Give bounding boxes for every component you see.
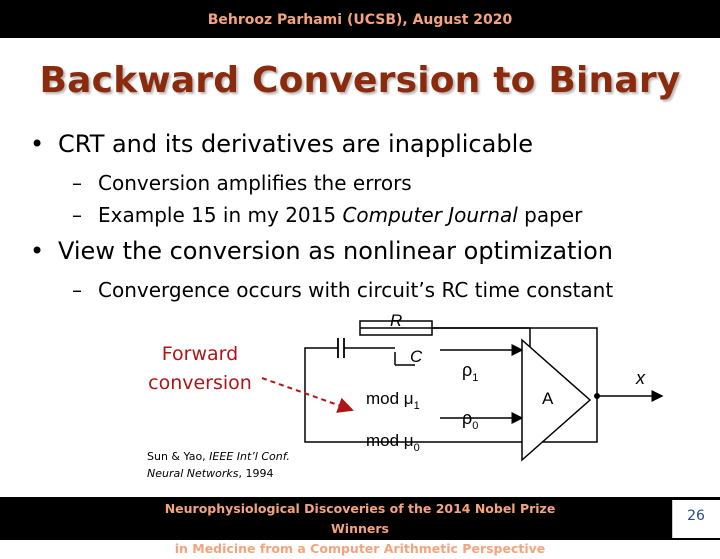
output-label: x [636, 368, 645, 388]
mod1-label: mod $\mu_1$ [366, 389, 420, 412]
bullet-2-text: View the conversion as nonlinear optimization [58, 237, 613, 265]
forward-line-1: Forward [161, 343, 239, 365]
mod0-label: mod $\mu_0$ [366, 431, 420, 454]
sub-bullet-1-2-pre: Example 15 in my 2015 [98, 203, 343, 227]
sub-bullet-1-2 [72, 203, 582, 227]
bullet-marker: • [30, 130, 45, 158]
sub-bullet-marker: – [72, 203, 82, 227]
sub-bullet-2-1-text: Convergence occurs with circuit’s RC time constant [98, 278, 614, 302]
footer-text [140, 499, 580, 559]
rho1-label: $\rho_1$ [462, 360, 479, 384]
amplifier-label: A [542, 389, 554, 408]
journal-name: Computer Journal [342, 203, 518, 227]
forward-conversion-arrow [262, 378, 352, 410]
sub-bullet-2-1 [72, 278, 613, 302]
bullet-1 [30, 130, 533, 158]
sub-bullet-1-2-post: paper [517, 203, 583, 227]
resistor-label: R [390, 311, 403, 330]
header-bar [0, 0, 720, 38]
page-number: 26 [687, 508, 705, 524]
forward-line-2: conversion [148, 372, 252, 394]
rc-circuit-diagram [0, 300, 720, 500]
footer-line-1: Neurophysiological Discoveries of the 2014 Nobel Prize Winners [164, 501, 556, 536]
rho0-label: $\rho_0$ [462, 408, 479, 432]
sub-bullet-1-1-text: Conversion amplifies the errors [98, 171, 412, 195]
bullet-1-text: CRT and its derivatives are inapplicable [58, 130, 533, 158]
citation-authors: Sun & Yao, [147, 450, 210, 463]
slide-title: Backward Conversion to Binary [39, 60, 681, 101]
bullet-2 [30, 237, 613, 265]
capacitor-label: C [410, 347, 423, 366]
footer-line-2: in Medicine from a Computer Arithmetic Perspective [174, 541, 546, 556]
citation-venue: IEEE Int’l Conf. [209, 450, 290, 463]
sub-bullet-1-1 [72, 171, 412, 195]
bullet-marker: • [30, 237, 45, 265]
citation-venue-cont: Neural Networks [147, 467, 239, 480]
sub-bullet-marker: – [72, 278, 82, 302]
sub-bullet-marker: – [72, 171, 82, 195]
citation-year: , 1994 [238, 467, 274, 480]
header-text: Behrooz Parhami (UCSB), August 2020 [207, 12, 513, 28]
